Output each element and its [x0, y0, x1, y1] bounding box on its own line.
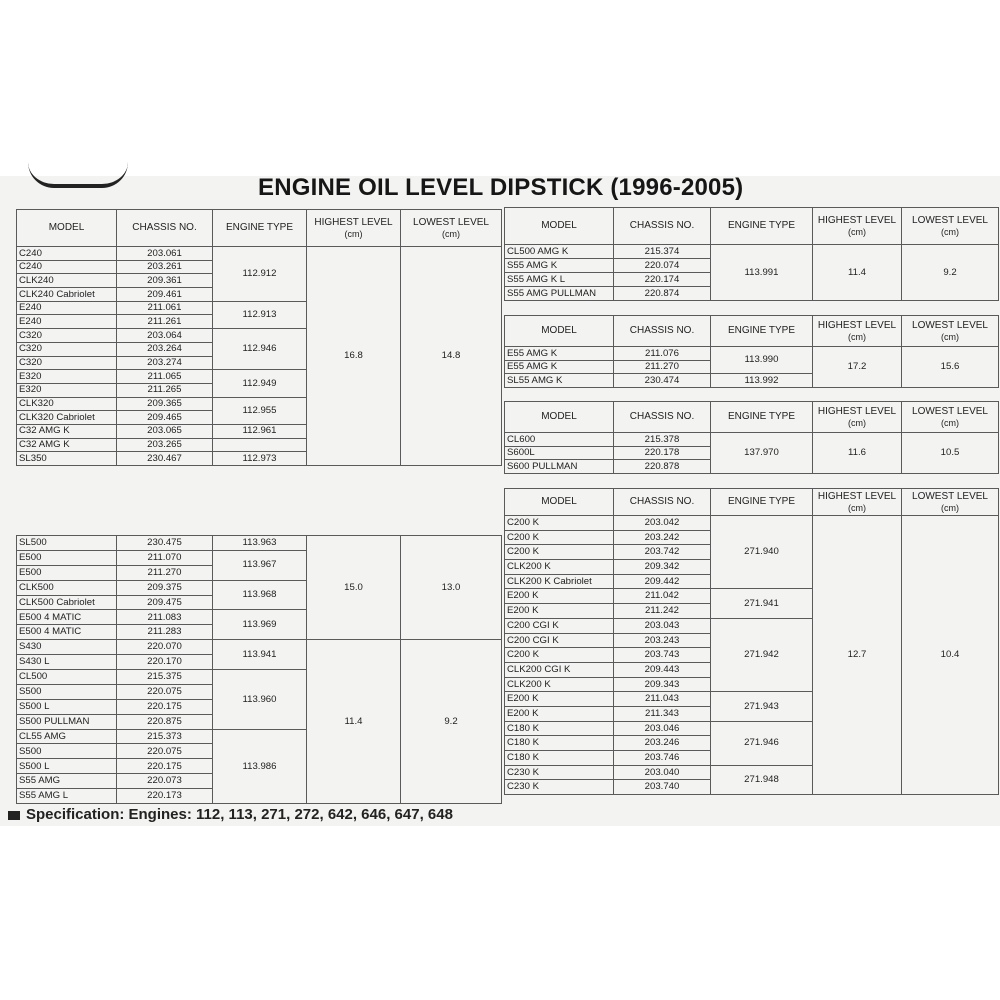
- lowest-level-value: 10.4: [902, 516, 999, 795]
- engine-type-cell: 113.968: [213, 580, 307, 610]
- chassis-cell: 203.061: [117, 247, 213, 261]
- lowest-level-value: 15.6: [902, 347, 999, 388]
- highest-level-header: [813, 316, 902, 347]
- footer-text: Specification: Engines: 112, 113, 271, 272, 642, 646, 647, 648: [26, 806, 453, 823]
- chassis-cell: 230.475: [117, 536, 213, 551]
- chassis-cell: 220.073: [117, 774, 213, 789]
- model-cell: E200 K: [505, 692, 614, 707]
- model-cell: E500: [17, 550, 117, 565]
- chassis-header: CHASSIS NO.: [614, 489, 711, 516]
- highest-level-value: 11.4: [813, 245, 902, 301]
- model-cell: CLK200 K: [505, 560, 614, 575]
- engine-type-cell: 113.992: [711, 374, 813, 388]
- chassis-cell: 211.061: [117, 301, 213, 315]
- unit-label: (cm): [941, 502, 959, 513]
- engine-type-header: ENGINE TYPE: [213, 210, 307, 247]
- chassis-cell: 203.740: [614, 780, 711, 795]
- chassis-cell: 203.264: [117, 342, 213, 356]
- model-cell: C230 K: [505, 780, 614, 795]
- unit-label: (cm): [848, 502, 866, 513]
- model-cell: E240: [17, 315, 117, 329]
- chassis-cell: 211.265: [117, 383, 213, 397]
- model-cell: E200 K: [505, 589, 614, 604]
- chassis-header: CHASSIS NO.: [614, 316, 711, 347]
- model-cell: CLK200 K: [505, 677, 614, 692]
- chassis-cell: 209.342: [614, 560, 711, 575]
- table-row: [17, 640, 502, 655]
- highest-level-label: HIGHEST LEVEL: [314, 216, 393, 228]
- chassis-cell: 215.375: [117, 670, 213, 685]
- chassis-cell: 220.074: [614, 259, 711, 273]
- model-cell: C230 K: [505, 765, 614, 780]
- model-cell: SL350: [17, 452, 117, 466]
- table-row: [17, 247, 502, 261]
- chassis-cell: 211.076: [614, 347, 711, 361]
- chassis-cell: 203.746: [614, 751, 711, 766]
- model-cell: E500: [17, 565, 117, 580]
- model-cell: S55 AMG L: [17, 789, 117, 804]
- engine-type-cell: 113.941: [213, 640, 307, 670]
- highest-level-value: 11.4: [307, 640, 401, 804]
- highest-level-value: 11.6: [813, 433, 902, 474]
- model-cell: S55 AMG PULLMAN: [505, 287, 614, 301]
- dipstick-table-left-top: [16, 209, 502, 466]
- engine-type-cell: 113.990: [711, 347, 813, 374]
- chassis-cell: 209.365: [117, 397, 213, 411]
- chassis-cell: 211.261: [117, 315, 213, 329]
- chassis-cell: 203.274: [117, 356, 213, 370]
- model-cell: S500 PULLMAN: [17, 714, 117, 729]
- chassis-cell: 203.065: [117, 424, 213, 438]
- engine-type-cell: 112.912: [213, 247, 307, 302]
- lowest-level-label: LOWEST LEVEL: [912, 405, 988, 417]
- chassis-cell: 220.875: [117, 714, 213, 729]
- engine-type-cell: 271.941: [711, 589, 813, 618]
- chassis-cell: 220.175: [117, 759, 213, 774]
- chassis-cell: 209.443: [614, 662, 711, 677]
- model-cell: C240: [17, 260, 117, 274]
- highest-level-value: 16.8: [307, 247, 401, 466]
- lowest-level-value: 14.8: [401, 247, 502, 466]
- chassis-cell: 203.242: [614, 530, 711, 545]
- chassis-cell: 211.070: [117, 550, 213, 565]
- model-cell: E320: [17, 383, 117, 397]
- model-cell: S600L: [505, 446, 614, 460]
- chassis-cell: 203.043: [614, 618, 711, 633]
- model-cell: CLK200 CGI K: [505, 662, 614, 677]
- unit-label: (cm): [941, 417, 959, 428]
- model-cell: S500: [17, 744, 117, 759]
- model-cell: CLK320 Cabriolet: [17, 411, 117, 425]
- unit-label: (cm): [344, 228, 363, 239]
- model-cell: CL600: [505, 433, 614, 447]
- lowest-level-label: LOWEST LEVEL: [912, 319, 988, 331]
- model-cell: C200 K: [505, 545, 614, 560]
- model-cell: S500: [17, 684, 117, 699]
- lowest-level-label: LOWEST LEVEL: [912, 490, 988, 502]
- chassis-cell: 211.065: [117, 370, 213, 384]
- model-cell: S500 L: [17, 759, 117, 774]
- lowest-level-header: [902, 208, 999, 245]
- model-cell: C200 K: [505, 648, 614, 663]
- model-cell: C200 K: [505, 530, 614, 545]
- model-cell: C200 CGI K: [505, 618, 614, 633]
- page-title: ENGINE OIL LEVEL DIPSTICK (1996-2005): [258, 174, 744, 201]
- engine-type-cell: 271.946: [711, 721, 813, 765]
- model-cell: E200 K: [505, 604, 614, 619]
- highest-level-header: [307, 210, 401, 247]
- chassis-cell: 203.042: [614, 516, 711, 531]
- model-cell: E500 4 MATIC: [17, 610, 117, 625]
- chassis-cell: 209.361: [117, 274, 213, 288]
- chassis-cell: 211.042: [614, 589, 711, 604]
- model-cell: C320: [17, 356, 117, 370]
- model-cell: S55 AMG K L: [505, 273, 614, 287]
- table-row: [505, 516, 999, 531]
- engine-type-header: ENGINE TYPE: [711, 402, 813, 433]
- engine-type-cell: 112.973: [213, 452, 307, 466]
- chassis-cell: 220.075: [117, 684, 213, 699]
- unit-label: (cm): [848, 417, 866, 428]
- model-cell: E320: [17, 370, 117, 384]
- chassis-cell: 203.261: [117, 260, 213, 274]
- engine-type-cell: 113.969: [213, 610, 307, 640]
- chassis-cell: 203.046: [614, 721, 711, 736]
- engine-type-cell: 113.986: [213, 729, 307, 803]
- model-cell: SL55 AMG K: [505, 374, 614, 388]
- chassis-cell: 209.375: [117, 580, 213, 595]
- chassis-cell: 220.070: [117, 640, 213, 655]
- chassis-cell: 211.083: [117, 610, 213, 625]
- model-cell: S55 AMG K: [505, 259, 614, 273]
- model-header: MODEL: [505, 402, 614, 433]
- engine-type-header: ENGINE TYPE: [711, 489, 813, 516]
- highest-level-value: 12.7: [813, 516, 902, 795]
- bullet-icon: [8, 811, 20, 820]
- chassis-cell: 220.173: [117, 789, 213, 804]
- dipstick-table-right-4: [504, 488, 999, 795]
- engine-type-cell: 113.963: [213, 536, 307, 551]
- highest-level-label: HIGHEST LEVEL: [817, 319, 897, 331]
- model-cell: C200 CGI K: [505, 633, 614, 648]
- engine-type-cell: 271.943: [711, 692, 813, 721]
- model-cell: C200 K: [505, 516, 614, 531]
- table-row: [505, 347, 999, 361]
- chassis-cell: 215.373: [117, 729, 213, 744]
- lowest-level-header: [401, 210, 502, 247]
- engine-type-header: ENGINE TYPE: [711, 316, 813, 347]
- engine-type-cell: 271.942: [711, 618, 813, 691]
- dipstick-table-right-1: [504, 207, 999, 301]
- chassis-header: CHASSIS NO.: [614, 402, 711, 433]
- dipstick-table-right-3: [504, 401, 999, 474]
- chassis-cell: 203.040: [614, 765, 711, 780]
- model-header: MODEL: [505, 208, 614, 245]
- model-cell: CLK320: [17, 397, 117, 411]
- highest-level-header: [813, 208, 902, 245]
- chassis-cell: 220.075: [117, 744, 213, 759]
- model-cell: CLK500: [17, 580, 117, 595]
- model-header: MODEL: [505, 489, 614, 516]
- chassis-cell: 203.265: [117, 438, 213, 452]
- unit-label: (cm): [848, 331, 866, 342]
- lowest-level-label: LOWEST LEVEL: [912, 214, 988, 226]
- highest-level-value: 15.0: [307, 536, 401, 640]
- chassis-cell: 220.170: [117, 655, 213, 670]
- chassis-cell: 220.874: [614, 287, 711, 301]
- model-cell: CL500: [17, 670, 117, 685]
- chassis-cell: 220.878: [614, 460, 711, 474]
- model-cell: C180 K: [505, 736, 614, 751]
- engine-type-cell: 112.913: [213, 301, 307, 328]
- unit-label: (cm): [941, 331, 959, 342]
- lowest-level-header: [902, 316, 999, 347]
- chassis-cell: 209.343: [614, 677, 711, 692]
- chassis-header: CHASSIS NO.: [614, 208, 711, 245]
- model-cell: C320: [17, 329, 117, 343]
- engine-type-cell: 112.946: [213, 329, 307, 370]
- lowest-level-label: LOWEST LEVEL: [413, 216, 489, 228]
- chassis-header: CHASSIS NO.: [117, 210, 213, 247]
- engine-type-cell: 137.970: [711, 433, 813, 474]
- lowest-level-value: 13.0: [401, 536, 502, 640]
- model-cell: E240: [17, 301, 117, 315]
- engine-type-cell: 112.955: [213, 397, 307, 424]
- lowest-level-header: [902, 402, 999, 433]
- model-cell: C32 AMG K: [17, 424, 117, 438]
- chassis-cell: 215.378: [614, 433, 711, 447]
- engine-type-header: ENGINE TYPE: [711, 208, 813, 245]
- engine-type-cell: 271.940: [711, 516, 813, 589]
- model-cell: C180 K: [505, 721, 614, 736]
- model-cell: E55 AMG K: [505, 347, 614, 361]
- engine-type-cell: 112.961: [213, 424, 307, 438]
- engine-type-cell: [213, 438, 307, 452]
- unit-label: (cm): [442, 228, 460, 239]
- model-cell: S500 L: [17, 699, 117, 714]
- model-cell: E200 K: [505, 706, 614, 721]
- table-row: [505, 245, 999, 259]
- lowest-level-value: 10.5: [902, 433, 999, 474]
- unit-label: (cm): [941, 226, 959, 237]
- chassis-cell: 211.242: [614, 604, 711, 619]
- model-cell: C320: [17, 342, 117, 356]
- unit-label: (cm): [848, 226, 866, 237]
- model-cell: S55 AMG: [17, 774, 117, 789]
- model-cell: C32 AMG K: [17, 438, 117, 452]
- chassis-cell: 209.442: [614, 574, 711, 589]
- highest-level-value: 17.2: [813, 347, 902, 388]
- chassis-cell: 209.461: [117, 288, 213, 302]
- chassis-cell: 203.246: [614, 736, 711, 751]
- model-header: MODEL: [17, 210, 117, 247]
- highest-level-header: [813, 489, 902, 516]
- chassis-cell: 220.178: [614, 446, 711, 460]
- dipstick-table-right-2: [504, 315, 999, 388]
- model-cell: CL500 AMG K: [505, 245, 614, 259]
- chassis-cell: 209.465: [117, 411, 213, 425]
- footer-note: [8, 806, 453, 823]
- chassis-cell: 211.043: [614, 692, 711, 707]
- chassis-cell: 230.474: [614, 374, 711, 388]
- model-cell: CLK200 K Cabriolet: [505, 574, 614, 589]
- engine-type-cell: 113.967: [213, 550, 307, 580]
- model-header: MODEL: [505, 316, 614, 347]
- model-cell: E55 AMG K: [505, 360, 614, 374]
- dipstick-table-left-bottom: [16, 535, 502, 804]
- chassis-cell: 211.270: [614, 360, 711, 374]
- model-cell: CL55 AMG: [17, 729, 117, 744]
- model-cell: E500 4 MATIC: [17, 625, 117, 640]
- chassis-cell: 220.175: [117, 699, 213, 714]
- model-cell: CLK240: [17, 274, 117, 288]
- chassis-cell: 211.343: [614, 706, 711, 721]
- chassis-cell: 203.243: [614, 633, 711, 648]
- chassis-cell: 230.467: [117, 452, 213, 466]
- model-cell: CLK500 Cabriolet: [17, 595, 117, 610]
- highest-level-label: HIGHEST LEVEL: [817, 214, 897, 226]
- engine-type-cell: 271.948: [711, 765, 813, 794]
- chassis-cell: 209.475: [117, 595, 213, 610]
- table-row: [505, 433, 999, 447]
- chassis-cell: 203.743: [614, 648, 711, 663]
- highest-level-label: HIGHEST LEVEL: [817, 405, 897, 417]
- engine-type-cell: 112.949: [213, 370, 307, 397]
- chassis-cell: 215.374: [614, 245, 711, 259]
- chassis-cell: 203.742: [614, 545, 711, 560]
- model-cell: CLK240 Cabriolet: [17, 288, 117, 302]
- lowest-level-value: 9.2: [401, 640, 502, 804]
- chassis-cell: 211.283: [117, 625, 213, 640]
- lowest-level-value: 9.2: [902, 245, 999, 301]
- model-cell: C180 K: [505, 751, 614, 766]
- highest-level-label: HIGHEST LEVEL: [817, 490, 897, 502]
- model-cell: S430 L: [17, 655, 117, 670]
- chassis-cell: 220.174: [614, 273, 711, 287]
- model-cell: S600 PULLMAN: [505, 460, 614, 474]
- engine-type-cell: 113.991: [711, 245, 813, 301]
- chassis-cell: 211.270: [117, 565, 213, 580]
- model-cell: SL500: [17, 536, 117, 551]
- engine-type-cell: 113.960: [213, 670, 307, 730]
- model-cell: C240: [17, 247, 117, 261]
- lowest-level-header: [902, 489, 999, 516]
- model-cell: S430: [17, 640, 117, 655]
- brand-logo: [28, 162, 128, 188]
- chassis-cell: 203.064: [117, 329, 213, 343]
- table-row: [17, 536, 502, 551]
- highest-level-header: [813, 402, 902, 433]
